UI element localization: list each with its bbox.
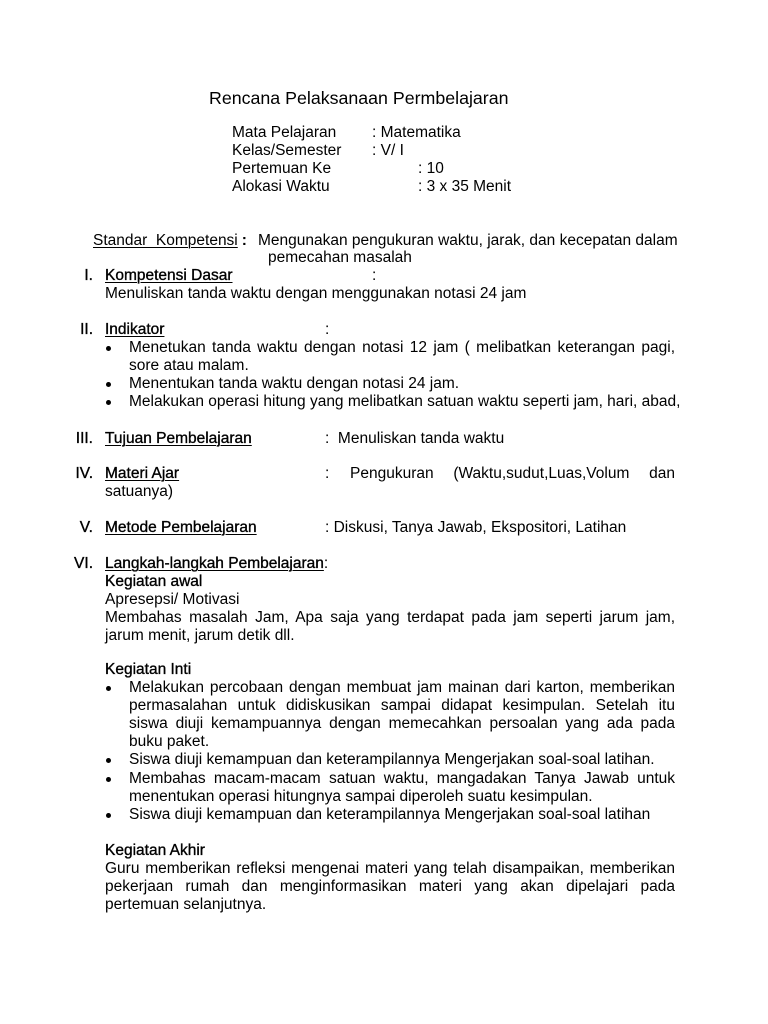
section-numeral: IV. — [75, 465, 93, 482]
info-label-mata-pelajaran: Mata Pelajaran — [232, 124, 337, 141]
bullet-icon — [106, 346, 111, 351]
section-colon: : — [372, 267, 377, 284]
list-item-continuation: sore atau malam. — [129, 357, 249, 374]
section-heading: Kompetensi Dasar — [105, 267, 233, 284]
info-value-pertemuan: : 10 — [418, 160, 444, 177]
section-colon: : — [323, 555, 329, 572]
info-value-mata-pelajaran: : Matematika — [372, 124, 461, 141]
paragraph-line: jarum menit, jarum detik dll. — [105, 627, 295, 644]
subsection-heading: Kegiatan awal — [105, 573, 203, 590]
info-label-pertemuan: Pertemuan Ke — [232, 160, 332, 177]
bullet-icon — [106, 382, 111, 387]
section-colon: : — [325, 465, 330, 482]
info-value-alokasi-waktu: : 3 x 35 Menit — [418, 178, 512, 195]
paragraph-line: Membahas masalah Jam, Apa saja yang terdapat pada jam seperti jarum jam, — [105, 609, 675, 626]
list-item: Siswa diuji kemampuan dan keterampilannya Mengerjakan soal-soal latihan — [129, 806, 651, 823]
standar-kompetensi-text: Mengunakan pengukuran waktu, jarak, dan kecepatan dalam — [258, 232, 678, 249]
standar-kompetensi-text: pemecahan masalah — [268, 249, 412, 266]
section-heading: Indikator — [105, 321, 165, 338]
list-item-continuation: menentukan operasi hitungnya sampai diperoleh suatu kesimpulan. — [129, 788, 593, 805]
list-item: Siswa diuji kemampuan dan keterampilannya Mengerjakan soal-soal latihan. — [129, 751, 655, 768]
list-item-continuation: permasalahan untuk didiskusikan sampai didapat kesimpulan. Setelah itu — [129, 697, 675, 714]
section-numeral: VI. — [74, 555, 93, 572]
list-item: Menetukan tanda waktu dengan notasi 12 jam ( melibatkan keterangan pagi, — [129, 339, 675, 356]
section-colon: : — [325, 321, 330, 338]
info-value-kelas-semester: : V/ I — [372, 142, 404, 159]
bullet-icon — [106, 686, 111, 691]
bullet-icon — [106, 777, 111, 782]
section-heading-line — [105, 555, 328, 573]
section-heading: Materi Ajar — [105, 465, 180, 482]
list-item: Menentukan tanda waktu dengan notasi 24 jam. — [129, 375, 460, 392]
bullet-icon — [106, 758, 111, 763]
section-value: : Menuliskan tanda waktu — [325, 430, 505, 447]
list-item-continuation: buku paket. — [129, 733, 210, 750]
bullet-icon — [106, 400, 111, 405]
info-label-kelas-semester: Kelas/Semester — [232, 142, 342, 159]
list-item-continuation: siswa diuji kemampuannya dengan memecahkan persoalan yang ada pada — [129, 715, 675, 732]
paragraph-line: Guru memberikan refleksi mengenai materi yang telah disampaikan, memberikan — [105, 860, 675, 877]
list-item: Melakukan operasi hitung yang melibatkan satuan waktu seperti jam, hari, abad, — [129, 393, 681, 410]
info-label-alokasi-waktu: Alokasi Waktu — [232, 178, 330, 195]
standar-kompetensi-heading: Standar Kompetensi — [93, 232, 238, 249]
section-value-continuation: satuanya) — [105, 483, 174, 500]
section-value: : Diskusi, Tanya Jawab, Ekspositori, Latihan — [325, 519, 627, 536]
section-numeral: I. — [84, 267, 93, 284]
list-item: Melakukan percobaan dengan membuat jam mainan dari karton, memberikan — [129, 679, 675, 696]
paragraph-line: pekerjaan rumah dan menginformasikan materi yang akan dipelajari pada — [105, 878, 675, 895]
subsection-heading: Kegiatan Inti — [105, 661, 192, 678]
list-item: Membahas macam-macam satuan waktu, mangadakan Tanya Jawab untuk — [129, 770, 675, 787]
paragraph-line: Apresepsi/ Motivasi — [105, 591, 240, 608]
bullet-icon — [106, 813, 111, 818]
subsection-heading: Kegiatan Akhir — [105, 842, 205, 859]
section-heading: Langkah-langkah Pembelajaran — [105, 555, 324, 572]
section-heading: Tujuan Pembelajaran — [105, 430, 252, 447]
standar-kompetensi-colon: : — [241, 232, 247, 249]
section-numeral: III. — [75, 430, 93, 447]
section-numeral: II. — [80, 321, 93, 338]
section-numeral: V. — [79, 519, 93, 536]
paragraph-line: pertemuan selanjutnya. — [105, 896, 267, 913]
section-value: Pengukuran (Waktu,sudut,Luas,Volum dan — [350, 465, 675, 482]
section-heading: Metode Pembelajaran — [105, 519, 257, 536]
standar-kompetensi-label — [93, 232, 247, 250]
section-text: Menuliskan tanda waktu dengan menggunakan notasi 24 jam — [105, 285, 527, 302]
document-title: Rencana Pelaksanaan Permbelajaran — [209, 88, 509, 108]
